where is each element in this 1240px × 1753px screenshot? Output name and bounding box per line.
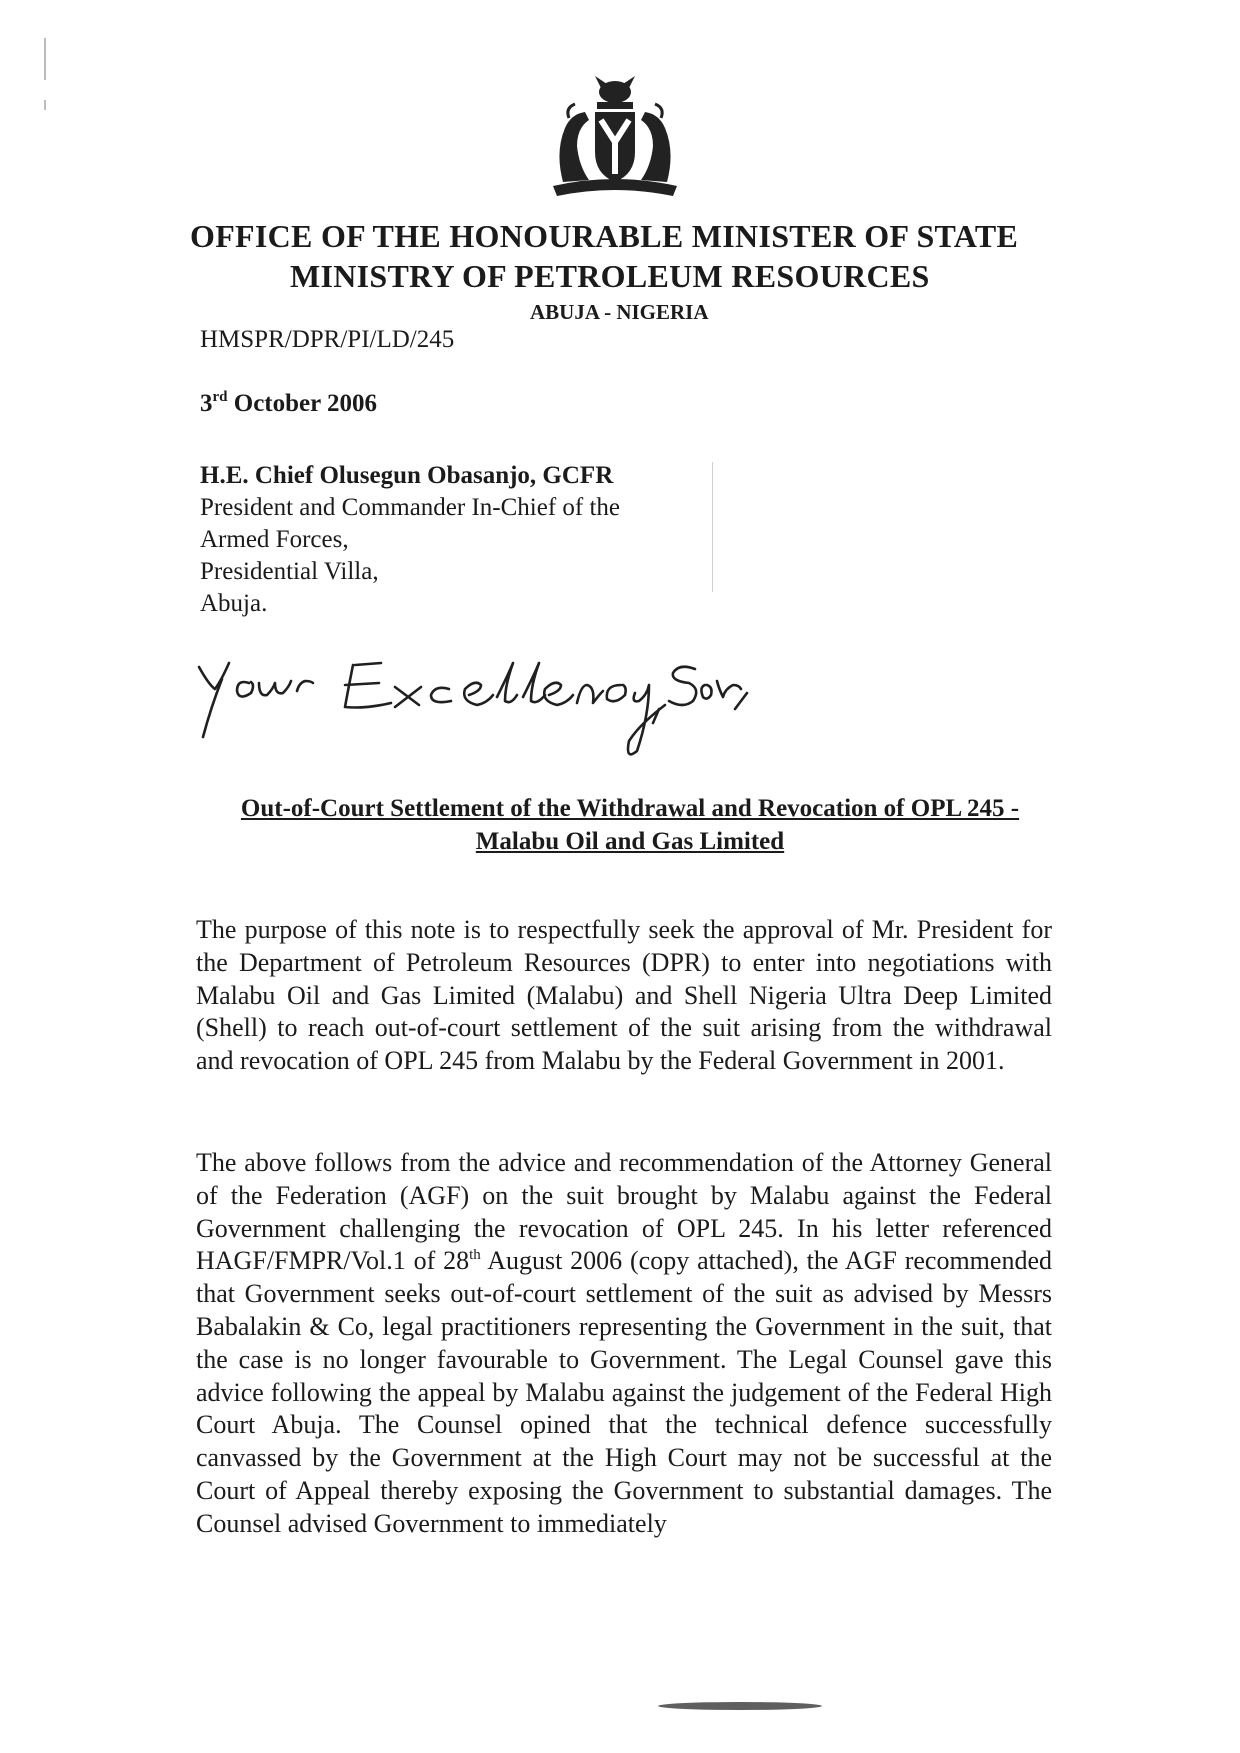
- recipient-name: H.E. Chief Olusegun Obasanjo, GCFR: [200, 462, 614, 489]
- paragraph-text: The above follows from the advice and recommendation of the Attorney General of the Federation (AGF) on the suit brought by Malabu against the Federal Government challenging the revocation of OPL 245. In his letter referenced HAGF/FMPR/Vol.1 of 28: [196, 1148, 1052, 1276]
- handwritten-salutation: [195, 655, 755, 765]
- address-line: Armed Forces,: [200, 526, 349, 553]
- date-suffix: rd: [212, 389, 228, 405]
- address-line: Presidential Villa,: [200, 558, 379, 585]
- scan-line: [712, 462, 713, 592]
- nigerian-coat-of-arms-icon: [535, 70, 695, 200]
- scan-smudge: [655, 1700, 825, 1712]
- address-line: Abuja.: [200, 590, 268, 617]
- ordinal-suffix: th: [469, 1247, 481, 1264]
- date-day: 3: [200, 390, 213, 417]
- date-rest: October 2006: [233, 390, 378, 417]
- recipient-address: [200, 460, 620, 620]
- body-paragraph: The purpose of this note is to respectfully seek the approval of Mr. President for the Department of Petroleum Resources (DPR) to enter into negotiations with Malabu Oil and Gas Limited (Malabu) and Shell Nigeria Ultra Deep Limited (Shell) to reach out-of-court settlement of the suit arising from the withdrawal and revocation of OPL 245 from Malabu by the Federal Government in 2001.: [196, 915, 1052, 1076]
- binding-mark: [44, 100, 46, 110]
- letter-date: [200, 390, 377, 418]
- paragraph-text: August 2006 (copy attached), the AGF recommended that Government seeks out-of-court settlement of the suit as advised by Messrs Babalakin & Co, legal practitioners representing the Government in the suit, that the case is no longer favourable to Government. The Legal Counsel gave this advice following the appeal by Malabu against the judgement of the Federal High Court Abuja. The Counsel opined that the technical defence successfully canvassed by the Government at the High Court may not be successful at the Court of Appeal thereby exposing the Government to substantial damages. The Counsel advised Government to immediately: [196, 1246, 1052, 1538]
- reference-number: HMSPR/DPR/PI/LD/245: [200, 326, 455, 353]
- body-paragraph: [196, 1147, 1052, 1541]
- address-line: President and Commander In-Chief of the: [200, 494, 621, 521]
- subject-heading: Out-of-Court Settlement of the Withdrawal and Revocation of OPL 245 - Malabu Oil and Gas Limited: [240, 795, 1020, 855]
- office-title: OFFICE OF THE HONOURABLE MINISTER OF STATE: [190, 218, 1019, 254]
- binding-mark: [44, 38, 46, 80]
- ministry-title: MINISTRY OF PETROLEUM RESOURCES: [290, 258, 930, 294]
- letterhead-location: ABUJA - NIGERIA: [530, 300, 709, 324]
